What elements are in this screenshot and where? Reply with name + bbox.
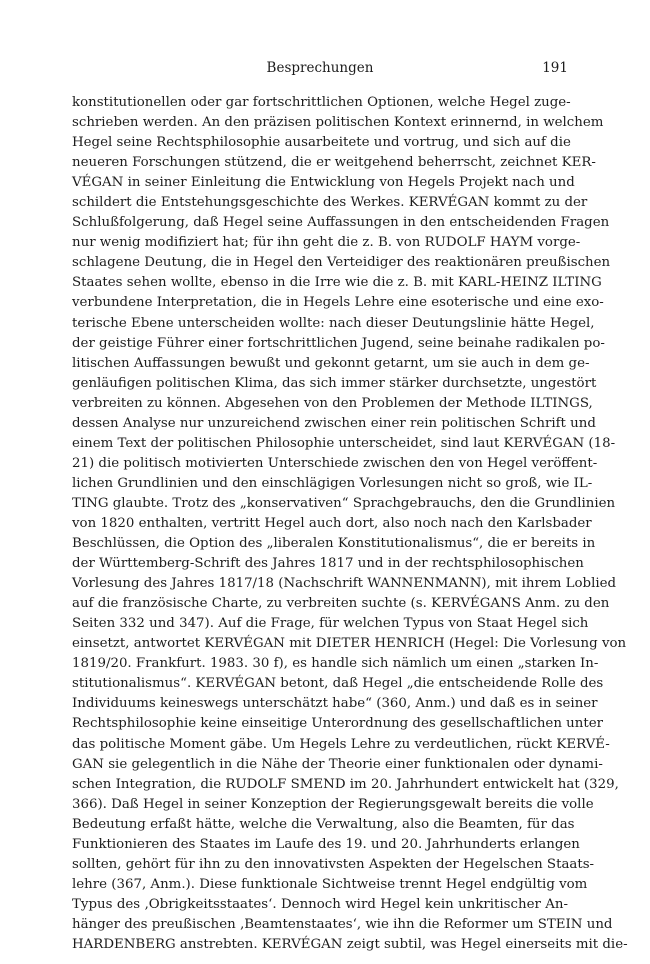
text-line: schlagene Deutung, die in Hegel den Verteidiger des reaktionären preußischen (72, 255, 611, 271)
text-line: auf die französische Charte, zu verbreiten suchte (s. KERVÉGANS Anm. zu den (72, 596, 610, 612)
text-line: lehre (367, Anm.). Diese funktionale Sichtweise trennt Hegel endgültig vom (72, 876, 588, 892)
text-line: einem Text der politischen Philosophie unterscheidet, sind laut KERVÉGAN (18- (72, 435, 616, 451)
text-line: das politische Moment gäbe. Um Hegels Lehre zu verdeutlichen, rückt KERVÉ- (72, 736, 610, 752)
text-line: Hegel seine Rechtsphilosophie ausarbeitete und vortrug, und sich auf die (72, 135, 571, 151)
text-line: hänger des preußischen ‚Beamtenstaates‘, wie ihn die Reformer um STEIN und (72, 916, 613, 932)
text-line: von 1820 enthalten, vertritt Hegel auch dort, also noch nach den Karlsbader (72, 515, 592, 531)
text-line: Funktionieren des Staates im Laufe des 19. und 20. Jahrhunderts erlangen (72, 836, 580, 852)
text-line: litischen Auffassungen bewußt und gekonnt getarnt, um sie auch in dem ge- (72, 355, 590, 371)
body-text (72, 93, 628, 955)
text-line: nur wenig modifiziert hat; für ihn geht die z. B. von RUDOLF HAYM vorge- (72, 235, 581, 251)
text-line: sollten, gehört für ihn zu den innovativsten Aspekten der Hegelschen Staats- (72, 856, 595, 872)
text-line: schildert die Entstehungsgeschichte des Werkes. KERVÉGAN kommt zu der (72, 195, 588, 211)
text-line: Staates sehen wollte, ebenso in die Irre wie die z. B. mit KARL-HEINZ ILTING (72, 275, 602, 291)
text-line: lichen Grundlinien und den einschlägigen Vorlesungen nicht so groß, wie IL- (72, 475, 593, 491)
text-line: dessen Analyse nur unzureichend zwischen einer rein politischen Schrift und (72, 415, 596, 431)
text-line: 21) die politisch motivierten Unterschiede zwischen den von Hegel veröffent- (72, 455, 598, 471)
text-line: stitutionalismus“. KERVÉGAN betont, daß Hegel „die entscheidende Rolle des (72, 676, 604, 692)
running-title: Besprechungen (266, 60, 374, 76)
text-line: Beschlüssen, die Option des „liberalen Konstitutionalismus“, die er bereits in (72, 536, 596, 552)
text-line: VÉGAN in seiner Einleitung die Entwicklung von Hegels Projekt nach und (72, 175, 575, 191)
text-line: neueren Forschungen stützend, die er weitgehend beherrscht, zeichnet KER- (72, 155, 596, 171)
text-line: konstitutionellen oder gar fortschrittlichen Optionen, welche Hegel zuge- (72, 95, 571, 110)
text-line: einsetzt, antwortet KERVÉGAN mit DIETER HENRICH (Hegel: Die Vorlesung von (72, 636, 627, 652)
text-line: Bedeutung erfaßt hätte, welche die Verwaltung, also die Beamten, für das (72, 816, 575, 832)
text-line: GAN sie gelegentlich in die Nähe der Theorie einer funktionalen oder dynami- (72, 756, 603, 772)
text-line: 366). Daß Hegel in seiner Konzeption der Regierungsgewalt bereits die volle (72, 796, 594, 812)
text-line: schrieben werden. An den präzisen politischen Kontext erinnernd, in welchem (72, 115, 604, 131)
text-line: Schlußfolgerung, daß Hegel seine Auffassungen in den entscheidenden Fragen (72, 215, 610, 231)
page-number: 191 (542, 60, 568, 76)
text-line: terische Ebene unterscheiden wollte: nach dieser Deutungslinie hätte Hegel, (72, 315, 595, 331)
text-line: der geistige Führer einer fortschrittlichen Jugend, seine beinahe radikalen po- (72, 335, 605, 351)
text-line: Typus des ‚Obrigkeitsstaates‘. Dennoch wird Hegel kein unkritischer An- (72, 896, 568, 912)
text-line: schen Integration, die RUDOLF SMEND im 20. Jahrhundert entwickelt hat (329, (72, 776, 619, 792)
text-line: genläufigen politischen Klima, das sich immer stärker durchsetzte, ungestört (72, 375, 597, 391)
page-header (72, 57, 568, 79)
text-line: HARDENBERG anstrebten. KERVÉGAN zeigt subtil, was Hegel einerseits mit die- (72, 936, 628, 952)
text-line: TING glaubte. Trotz des „konservativen“ Sprachgebrauchs, den die Grundlinien (72, 495, 616, 511)
text-line: 1819/20. Frankfurt. 1983. 30 f), es handle sich nämlich um einen „starken In- (72, 656, 599, 672)
text-line: verbreiten zu können. Abgesehen von den Problemen der Methode ILTINGS, (72, 395, 593, 411)
text-line: Seiten 332 und 347). Auf die Frage, für welchen Typus von Staat Hegel sich (72, 616, 589, 632)
text-line: Individuums keineswegs unterschätzt habe“ (360, Anm.) und daß es in seiner (72, 696, 598, 712)
text-line: der Württemberg-Schrift des Jahres 1817 und in der rechtsphilosophischen (72, 556, 584, 572)
text-line: Vorlesung des Jahres 1817/18 (Nachschrift WANNENMANN), mit ihrem Loblied (72, 576, 617, 592)
text-line: verbundene Interpretation, die in Hegels Lehre eine esoterische und eine exo- (72, 295, 604, 311)
text-line: Rechtsphilosophie keine einseitige Unterordnung des gesellschaftlichen unter (72, 716, 603, 732)
